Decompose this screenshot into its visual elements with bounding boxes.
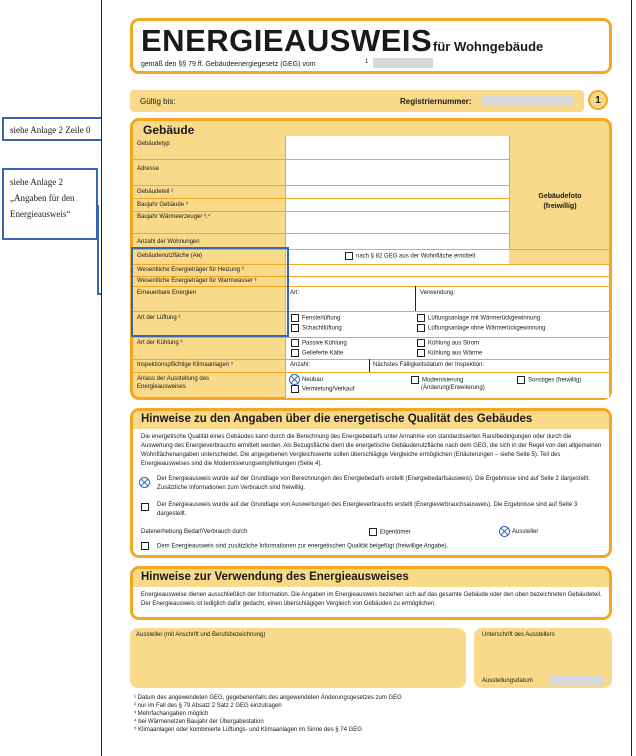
checkbox[interactable] xyxy=(417,324,425,332)
option-bedarfsausweis-text: Der Energieausweis wurde auf der Grundlage von Berechnungen des Energiebedarfs erstellt (Energiebedarfsausweis). Die Ergebnisse sind auf Seite 2 dargestellt. Zusätzliche Informationen zum Verbrauch sind freiwillig. xyxy=(157,476,590,491)
photo-label: Gebäudefoto xyxy=(538,193,582,200)
option-label: Dem Energieausweis sind zusätzliche Informationen zur energetischen Qualität beigefügt (freiwillige Angabe). xyxy=(157,543,449,550)
option-label: Passive Kühlung xyxy=(302,340,347,347)
option-verbrauchsausweis[interactable] xyxy=(141,501,603,519)
label-inspektion: Inspektionspflichtige Klimaanlagen ⁵ xyxy=(137,362,234,368)
label-wohnungen: Anzahl der Wohnungen xyxy=(137,239,200,245)
side-note-angaben xyxy=(2,168,98,240)
label-anzahl: Anzahl: xyxy=(290,362,311,368)
option-label: Gelieferte Kälte xyxy=(302,350,344,357)
checked-checkbox[interactable] xyxy=(289,374,300,385)
kuehlung-option-kaelte[interactable] xyxy=(291,349,343,357)
header-box xyxy=(130,18,612,74)
option-label: Lüftungsanlage ohne Wärmerückgewinnung xyxy=(428,325,546,332)
side-note-line3: Energieausweis“ xyxy=(10,209,71,219)
lueftung-option-mit-wrg[interactable] xyxy=(417,314,540,322)
hinweise-energetische-title: Hinweise zu den Angaben über die energetische Qualität des Gebäudes xyxy=(141,413,533,425)
label-faelligkeit: Nächstes Fälligkeitsdatum der Inspektion: xyxy=(373,362,485,368)
label-baujahr: Baujahr Gebäude ³ xyxy=(137,202,188,208)
page-title: ENERGIEAUSWEIS xyxy=(141,23,433,58)
signature-label: Unterschrift des Ausstellers xyxy=(482,632,555,638)
label-kuehlung: Art der Kühlung ³ xyxy=(137,340,183,346)
anlass-modernisierung-detail: (Änderung/Erweiterung) xyxy=(421,385,485,391)
checkbox[interactable] xyxy=(291,324,299,332)
gebaeude-title: Gebäude xyxy=(143,123,195,137)
lueftung-option-fenster[interactable] xyxy=(291,314,340,322)
option-label: Eigentümer xyxy=(380,529,411,536)
footnote: ² nur im Fall des § 79 Absatz 2 Satz 2 GEG einzutragen xyxy=(134,703,282,709)
aussteller-box[interactable] xyxy=(130,628,466,688)
hinweise-verwendung-text: Energieausweise dienen ausschließlich der Information. Die Angaben im Energieausweis beziehen sich auf das gesamte Gebäude oder den oben bezeichneten Gebäudeteil. Der Energieausweis ist lediglich dafür gedacht, einen überschlägigen Vergleich von Gebäuden zu ermöglichen. xyxy=(141,592,602,607)
connector-line xyxy=(97,205,99,295)
option-label: Schachtlüftung xyxy=(302,325,342,332)
option-label: Vermietung/Verkauf xyxy=(302,386,355,393)
kuehlung-option-waerme[interactable] xyxy=(417,349,482,357)
legal-footnote-mark: 1 xyxy=(365,59,369,65)
nutzflaeche-option[interactable] xyxy=(345,252,475,260)
checkbox[interactable] xyxy=(417,339,425,347)
registry-label: Registriernummer: xyxy=(400,97,472,106)
highlight-frame xyxy=(131,247,289,337)
footnotes xyxy=(134,694,604,734)
page-subtitle: für Wohngebäude xyxy=(433,39,544,54)
option-aussteller[interactable] xyxy=(499,526,538,537)
checkbox[interactable] xyxy=(291,385,299,393)
label-verwendung: Verwendung: xyxy=(420,290,456,296)
kuehlung-option-passiv[interactable] xyxy=(291,339,347,347)
checkbox[interactable] xyxy=(345,252,353,260)
kuehlung-option-strom[interactable] xyxy=(417,339,479,347)
footnote: ⁴ bei Wärmenetzen Baujahr der Übergabestation xyxy=(134,719,264,725)
side-note-line1: siehe Anlage 2 xyxy=(10,177,63,187)
validity-bar xyxy=(130,90,584,112)
registry-field[interactable] xyxy=(482,95,574,106)
option-label: Modernisierung xyxy=(422,377,464,384)
checkbox[interactable] xyxy=(291,314,299,322)
option-label: Neubau xyxy=(302,377,324,384)
issue-date-field[interactable] xyxy=(550,676,604,685)
anlass-option-neubau[interactable] xyxy=(289,374,323,385)
option-eigentuemer[interactable] xyxy=(369,528,411,536)
photo-label-optional: (freiwillig) xyxy=(543,203,577,210)
hinweise-energetische-text: Die energetische Qualität eines Gebäudes kann durch die Berechnung des Energiebedarfs unter Annahme von standardisierten Randbedingungen oder durch die Auswertung des Energieverbrauchs ermittelt werden. Als Bezugsfläche dient die energetische Gebäudenutzfläche nach dem GEG, die sich in der Regel von den allgemeinen Wohnflächenangaben unterscheidet. Die angegebenen Vergleichswerte sollen überschlägige Vergleiche ermöglichen (Erläuterungen – siehe Seite 5). Teil des Energieausweises sind die Modernisierungsempfehlungen (Seite 4). xyxy=(141,434,602,467)
issue-date-label: Ausstellungsdatum xyxy=(482,678,533,684)
label-adresse: Adresse xyxy=(137,166,160,172)
label-warmwasser: Wesentliche Energieträger für Warmwasser ³ xyxy=(137,278,257,284)
side-note-line2: „Angaben für den xyxy=(10,193,75,203)
anlass-option-vermietung[interactable] xyxy=(291,385,354,393)
option-label: Sonstiges (freiwillig) xyxy=(528,377,582,384)
label-baujahr-waermeerzeuger: Baujahr Wärmeerzeuger ³,⁴ xyxy=(137,214,211,220)
aussteller-label: Aussteller (mit Anschrift und Berufsbezeichnung) xyxy=(136,632,266,638)
label-anlass-line2: Energieausweises xyxy=(137,384,186,390)
side-note-text: siehe Anlage 2 Zeile 0 xyxy=(10,125,91,135)
checkbox[interactable] xyxy=(291,339,299,347)
photo-area[interactable] xyxy=(509,136,609,249)
checked-checkbox[interactable] xyxy=(139,477,150,488)
checkbox[interactable] xyxy=(517,376,525,384)
hinweise-energetische-section xyxy=(130,408,612,558)
hinweise-verwendung-section xyxy=(130,566,612,620)
checkbox[interactable] xyxy=(417,349,425,357)
anlass-option-sonstiges[interactable] xyxy=(517,376,581,384)
footnote: ⁵ Klimaanlagen oder kombinierte Lüftungs- und Klimaanlagen im Sinne des § 74 GEG xyxy=(134,727,362,733)
option-label: Kühlung aus Wärme xyxy=(428,350,483,357)
page-number: 1 xyxy=(595,95,601,106)
label-gebaeudetyp: Gebäudetyp xyxy=(137,141,170,147)
lueftung-option-ohne-wrg[interactable] xyxy=(417,324,545,332)
option-label: Lüftungsanlage mit Wärmerückgewinnung xyxy=(428,315,541,322)
checkbox[interactable] xyxy=(141,542,149,550)
footnote: ³ Mehrfachangaben möglich xyxy=(134,711,209,717)
option-label: Aussteller xyxy=(512,529,539,536)
option-verbrauchsausweis-text: Der Energieausweis wurde auf der Grundlage von Auswertungen des Energieverbrauchs erstellt (Energieverbrauchsausweis). Die Ergebnisse sind auf Seite 3 dargestellt. xyxy=(157,502,578,517)
checkbox[interactable] xyxy=(369,528,377,536)
option-bedarfsausweis[interactable] xyxy=(139,475,603,493)
lueftung-option-schacht[interactable] xyxy=(291,324,342,332)
checkbox[interactable] xyxy=(141,503,149,511)
label-erneuerbar: Erneuerbare Energien xyxy=(137,290,197,296)
label-lueftung: Art der Lüftung ³ xyxy=(137,315,181,321)
label-heizung: Wesentliche Energieträger für Heizung ³ xyxy=(137,267,244,273)
label-gebaeudeteil: Gebäudeteil ² xyxy=(137,189,174,195)
hinweise-verwendung-title: Hinweise zur Verwendung des Energieausweises xyxy=(141,571,409,583)
label-anlass-line1: Anlass der Ausstellung des xyxy=(137,376,210,382)
label-anlass xyxy=(137,375,209,391)
label-datenerhebung: Datenerhebung Bedarf/Verbrauch durch xyxy=(141,529,248,535)
option-zusatzinfo[interactable] xyxy=(141,542,448,550)
option-label: Fensterlüftung xyxy=(302,315,341,322)
date-field[interactable] xyxy=(373,58,433,68)
signature-box[interactable] xyxy=(474,628,612,688)
option-label: Kühlung aus Strom xyxy=(428,340,480,347)
anlass-option-modernisierung[interactable] xyxy=(411,376,463,384)
checkbox[interactable] xyxy=(411,376,419,384)
valid-until-label: Gültig bis: xyxy=(140,97,176,106)
checked-checkbox[interactable] xyxy=(499,526,510,537)
label-art: Art: xyxy=(290,290,300,296)
legal-reference: gemäß den §§ 79 ff. Gebäudeenergiegesetz (GEG) vom xyxy=(141,61,316,68)
checkbox[interactable] xyxy=(291,349,299,357)
footnote: ¹ Datum des angewendeten GEG, gegebenenfalls des angewendeten Änderungsgesetzes zum GEG xyxy=(134,695,402,701)
label-nutzflaeche: Gebäudenutzfläche (Aɴ) xyxy=(137,253,203,259)
nutzflaeche-option-label: nach § 82 GEG aus der Wohnfläche ermittelt xyxy=(356,253,476,260)
checkbox[interactable] xyxy=(417,314,425,322)
page-number-badge xyxy=(588,90,608,110)
